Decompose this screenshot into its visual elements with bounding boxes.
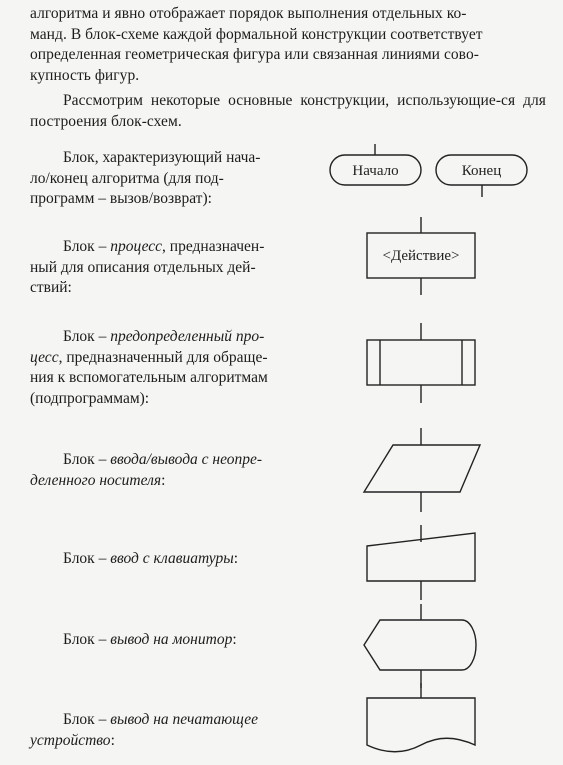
terminator-start-label: Начало (352, 163, 399, 179)
block-printer-prefix: Блок – (63, 711, 111, 728)
manual-input-shape (367, 525, 475, 600)
block-predefined-prefix: Блок – (63, 328, 111, 345)
block-terminator-line-2: ло/конец алгоритма (для под- (30, 169, 224, 187)
block-terminator-line-1: Блок, характеризующий нача- (63, 149, 261, 166)
io-parallelogram-shape (364, 428, 480, 512)
intro-line-4: купность фигур. (30, 66, 140, 84)
process-label: <Действие> (382, 248, 460, 264)
block-keyboard-emph: ввод с клавиатуры (110, 550, 234, 567)
block-io-suffix: : (161, 471, 166, 489)
display-shape (364, 604, 476, 688)
block-io-emph-2: деленного носителя (30, 471, 162, 489)
block-process-suffix: , предназначен- (162, 238, 265, 255)
predefined-process-shape (367, 323, 475, 403)
block-io-emph: ввода/вывода с неопре- (110, 451, 263, 468)
block-predefined-emph: предопределенный про- (110, 328, 265, 345)
block-keyboard-suffix: : (233, 550, 239, 567)
intro-line-1: алгоритма и явно отображает порядок выполнения отдельных ко- (30, 5, 467, 22)
block-process-prefix: Блок – (63, 238, 111, 255)
block-keyboard-prefix: Блок – (63, 550, 111, 567)
block-monitor-suffix: : (232, 631, 237, 648)
block-process-emph: процесс (110, 238, 163, 255)
block-predefined-suffix: , предназначенный для обраще- (58, 348, 268, 366)
block-printer-suffix: : (110, 731, 115, 749)
intro-line-2: манд. В блок-схеме каждой формальной конструкции соответствует (30, 25, 483, 43)
block-process-line-3: ствий: (30, 279, 72, 296)
block-monitor-emph: вывод на монитор (110, 631, 233, 648)
block-printer-emph-2: устройство (30, 731, 111, 749)
intro-line-3: определенная геометрическая фигура или связанная линиями сово- (30, 46, 479, 63)
terminator-end-label: Конец (461, 163, 502, 179)
block-predefined-line-4: (подпрограммам): (30, 389, 150, 407)
block-predefined-line-3: ния к вспомогательным алгоритмам (30, 369, 268, 386)
block-process-line-2: ный для описания отдельных дей- (30, 258, 256, 276)
block-monitor-prefix: Блок – (63, 631, 111, 648)
block-printer-emph: вывод на печатающее (110, 711, 259, 728)
intro-paragraph-2: Рассмотрим некоторые основные конструкции, использующие-ся для построения блок-схем. (30, 92, 546, 130)
block-terminator-line-3: программ – вызов/возврат): (30, 190, 212, 207)
block-predefined-emph-2: цесс (30, 348, 59, 366)
document-shape (367, 683, 475, 752)
block-io-prefix: Блок – (63, 451, 111, 468)
